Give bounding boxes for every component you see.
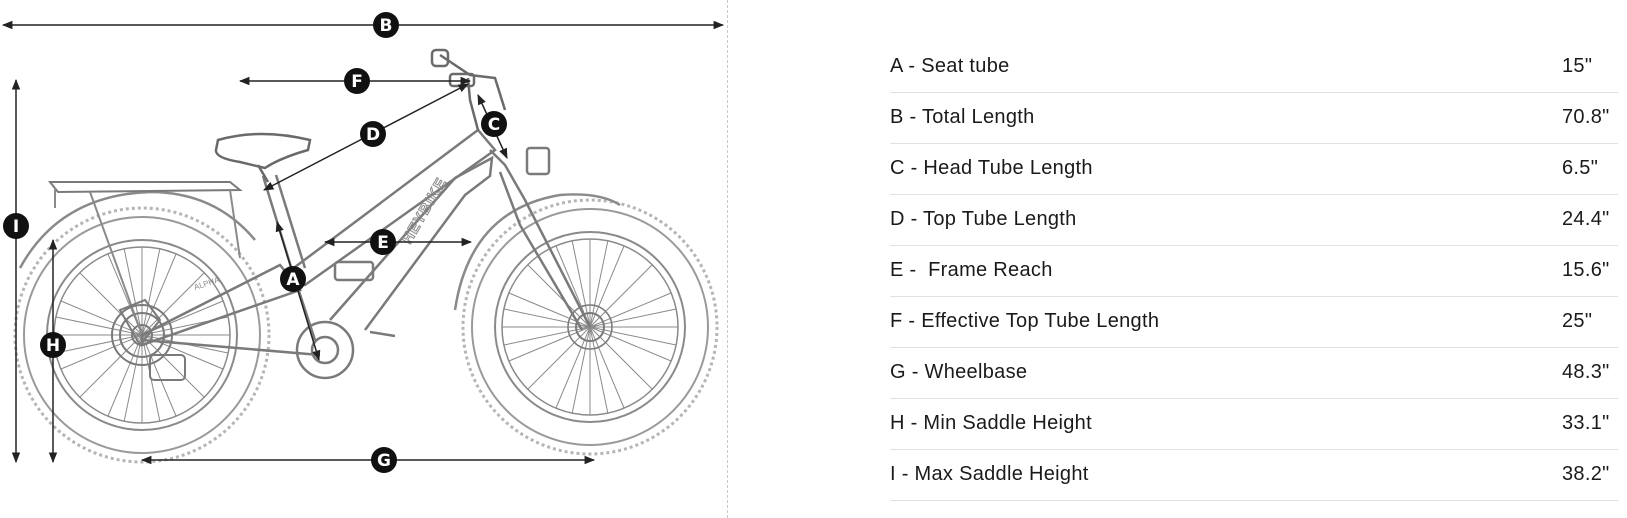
- bike-frame: [142, 130, 495, 378]
- marker-f: [344, 68, 370, 94]
- marker-g: [371, 447, 397, 473]
- marker-f-label: F: [351, 72, 363, 92]
- marker-a-label: A: [286, 270, 300, 290]
- spec-value: 24.4": [1562, 208, 1610, 230]
- marker-d-label: D: [365, 125, 381, 145]
- spec-value: 15.6": [1562, 259, 1610, 281]
- marker-e: [370, 229, 396, 255]
- spec-label: H - Min Saddle Height: [890, 412, 1092, 434]
- bike-geometry-diagram: [0, 0, 730, 518]
- marker-b-label: B: [379, 16, 393, 36]
- saddle: [216, 134, 310, 182]
- spec-label: B - Total Length: [890, 106, 1035, 128]
- spec-label: F - Effective Top Tube Length: [890, 310, 1160, 332]
- spec-row: [890, 144, 1618, 195]
- frame-model-text: ALPHA: [192, 275, 221, 292]
- marker-b: [373, 12, 399, 38]
- spec-label: E - Frame Reach: [890, 259, 1053, 281]
- spec-row: [890, 399, 1618, 450]
- spec-label: C - Head Tube Length: [890, 157, 1093, 179]
- spec-label: D - Top Tube Length: [890, 208, 1077, 230]
- marker-h-label: H: [45, 336, 61, 356]
- spec-label: I - Max Saddle Height: [890, 463, 1089, 485]
- spec-value: 6.5": [1562, 157, 1599, 179]
- section-divider: [727, 0, 728, 518]
- spec-value: 33.1": [1562, 412, 1610, 434]
- spec-label: A - Seat tube: [890, 55, 1010, 77]
- spec-row: [890, 348, 1618, 399]
- spec-row: [890, 246, 1618, 297]
- spec-value: 48.3": [1562, 361, 1610, 383]
- spec-row: [890, 42, 1618, 93]
- spec-row: [890, 93, 1618, 144]
- marker-c: [481, 111, 507, 137]
- frame-brand-text: HEYBIKE: [398, 174, 451, 247]
- spec-value: 70.8": [1562, 106, 1610, 128]
- geometry-spec-table: [890, 42, 1618, 501]
- marker-c-label: C: [487, 115, 501, 135]
- bike-illustration: [12, 50, 717, 462]
- spec-value: 38.2": [1562, 463, 1610, 485]
- spec-row: [890, 195, 1618, 246]
- spec-label: G - Wheelbase: [890, 361, 1028, 383]
- marker-i-label: I: [12, 217, 20, 237]
- marker-a: [280, 266, 306, 292]
- spec-row: [890, 450, 1618, 501]
- spec-row: [890, 297, 1618, 348]
- marker-e-label: E: [377, 233, 389, 253]
- marker-d: [360, 121, 386, 147]
- marker-h: [40, 332, 66, 358]
- marker-i: [3, 213, 29, 239]
- spec-value: 25": [1562, 310, 1593, 332]
- spec-value: 15": [1562, 55, 1593, 77]
- marker-g-label: G: [377, 451, 391, 471]
